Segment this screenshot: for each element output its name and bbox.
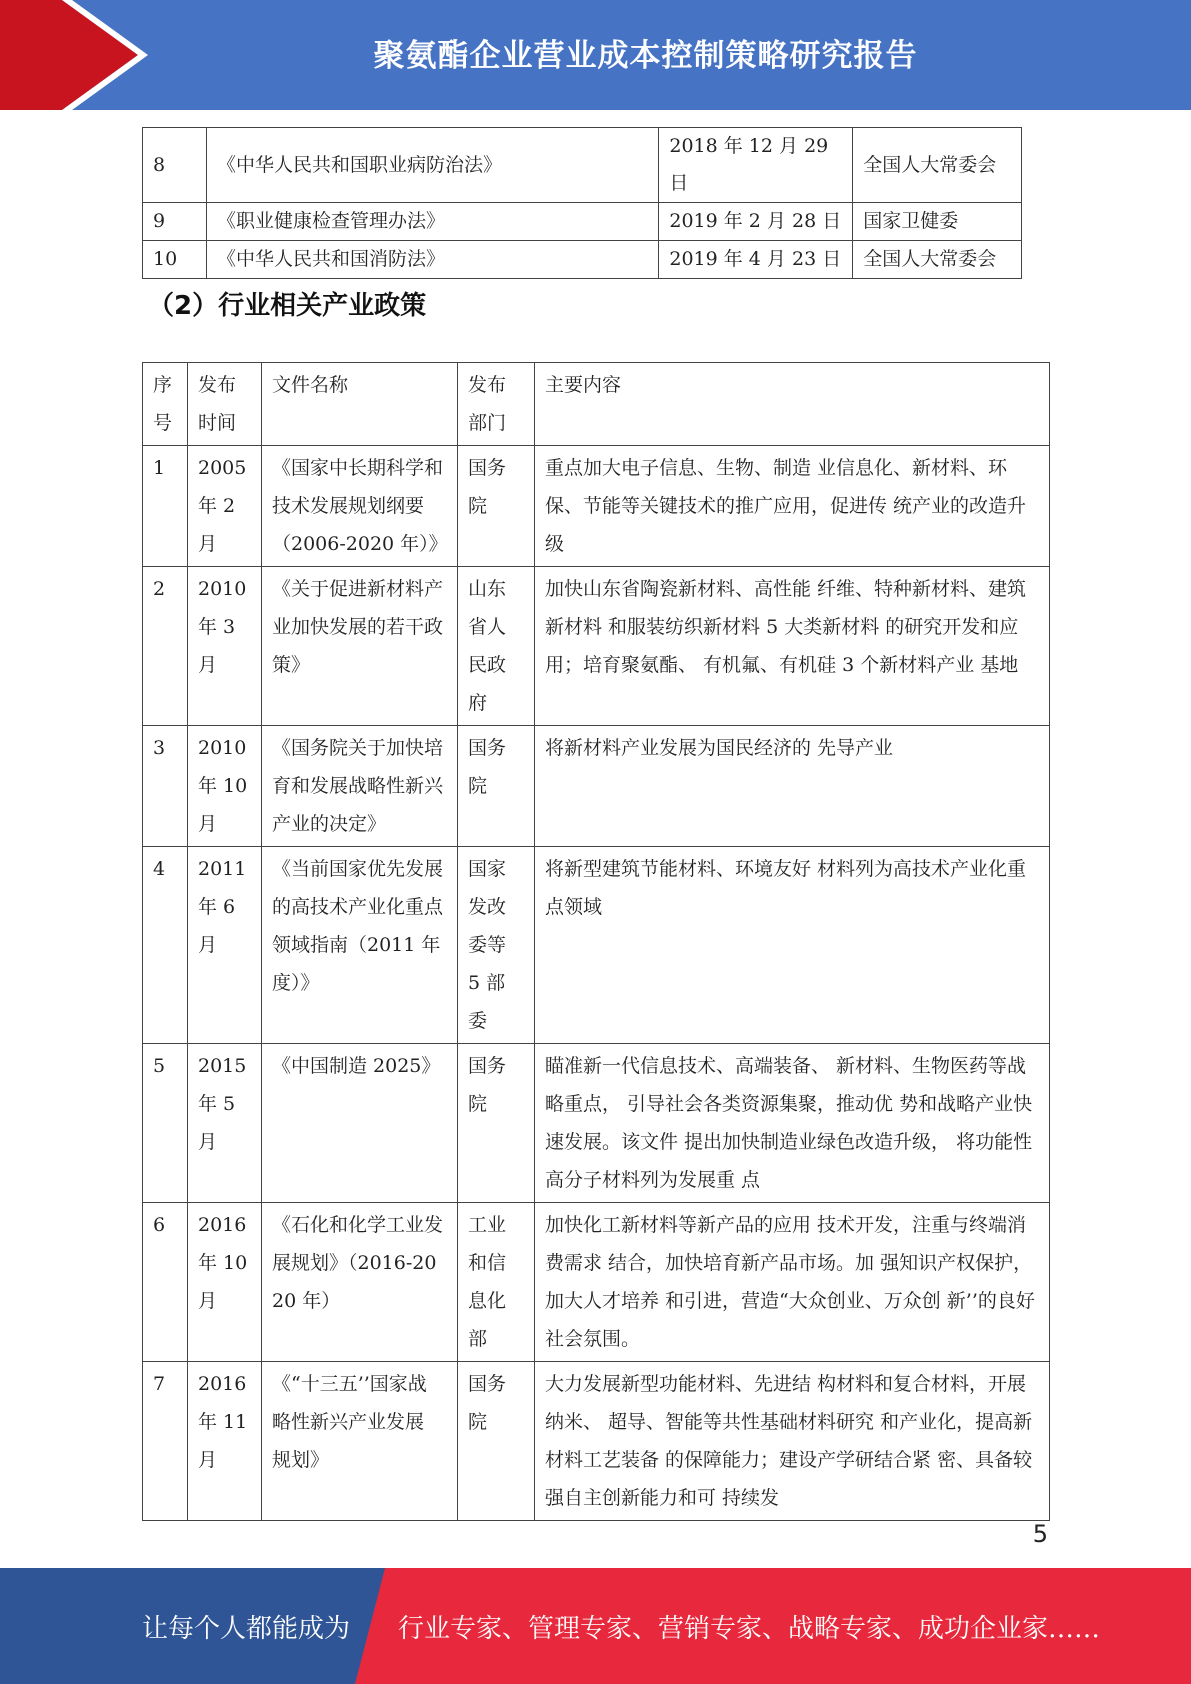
policy-table-row <box>143 1203 1050 1362</box>
law-table <box>142 127 1022 279</box>
policy-table-cell: 国务院 <box>458 1362 535 1521</box>
policy-table-cell: 《中国制造 2025》 <box>262 1044 458 1203</box>
policy-table-cell: 2015 年 5 月 <box>188 1044 262 1203</box>
law-table-cell: 2019 年 2 月 28 日 <box>659 203 853 241</box>
policy-table-cell: 重点加大电子信息、生物、制造 业信息化、新材料、环保、节能等关键技术的推广应用，促进传 统产业的改造升级 <box>535 446 1050 567</box>
law-table-cell: 全国人大常委会 <box>853 128 1022 203</box>
policy-table-cell: 《“十三五’’国家战 略性新兴产业发展 规划》 <box>262 1362 458 1521</box>
policy-table-cell: 《石化和化学工业发展规划》（2016-2020 年） <box>262 1203 458 1362</box>
policy-table-cell: 6 <box>143 1203 188 1362</box>
page-header <box>0 0 1191 110</box>
policy-table-cell: 国务院 <box>458 446 535 567</box>
policy-table-row <box>143 726 1050 847</box>
policy-table-cell: 4 <box>143 847 188 1044</box>
law-table-row <box>143 203 1022 241</box>
law-table-cell: 《中华人民共和国消防法》 <box>206 241 658 279</box>
policy-table-header-cell: 文件名称 <box>262 363 458 446</box>
policy-table-row <box>143 1044 1050 1203</box>
policy-table-cell: 将新材料产业发展为国民经济的 先导产业 <box>535 726 1050 847</box>
policy-table-cell: 《国务院关于加快培育和发展战略性新兴产业的决定》 <box>262 726 458 847</box>
policy-table-cell: 加快化工新材料等新产品的应用 技术开发，注重与终端消费需求 结合，加快培育新产品市场。加 强知识产权保护，加大人才培养 和引进，营造“大众创业、万众创 新’’的良好社会氛围。 <box>535 1203 1050 1362</box>
law-table-cell: 国家卫健委 <box>853 203 1022 241</box>
footer-slogan-right: 行业专家、管理专家、营销专家、战略专家、成功企业家…… <box>398 1614 1101 1644</box>
policy-table-row <box>143 847 1050 1044</box>
law-table-cell: 8 <box>143 128 207 203</box>
policy-table-row <box>143 1362 1050 1521</box>
page-number: 5 <box>1032 1520 1048 1548</box>
policy-table-row <box>143 446 1050 567</box>
policy-table-header-cell: 发布部门 <box>458 363 535 446</box>
policy-table-cell: 2 <box>143 567 188 726</box>
section-heading: （2）行业相关产业政策 <box>148 291 427 321</box>
policy-table-cell: 工业和信息化部 <box>458 1203 535 1362</box>
policy-table-cell: 2011 年 6 月 <box>188 847 262 1044</box>
policy-table-cell: 5 <box>143 1044 188 1203</box>
policy-table-cell: 国务院 <box>458 1044 535 1203</box>
policy-table-header-cell: 序号 <box>143 363 188 446</box>
policy-table-cell: 国务院 <box>458 726 535 847</box>
policy-table-cell: 瞄准新一代信息技术、高端装备、 新材料、生物医药等战略重点， 引导社会各类资源集聚，推动优 势和战略产业快速发展。该文件 提出加快制造业绿色改造升级， 将功能性高分子材料列为发展重 点 <box>535 1044 1050 1203</box>
policy-table-header-cell: 发布时间 <box>188 363 262 446</box>
policy-table-cell: 3 <box>143 726 188 847</box>
law-table-cell: 2019 年 4 月 23 日 <box>659 241 853 279</box>
policy-table <box>142 362 1050 1521</box>
policy-table-cell: 2016 年 11 月 <box>188 1362 262 1521</box>
law-table-cell: 9 <box>143 203 207 241</box>
document-title: 聚氨酯企业营业成本控制策略研究报告 <box>373 38 918 74</box>
policy-table-cell: 1 <box>143 446 188 567</box>
policy-table-cell: 2016 年 10 月 <box>188 1203 262 1362</box>
policy-table-cell: 2010 年 10 月 <box>188 726 262 847</box>
policy-table-cell: 加快山东省陶瓷新材料、高性能 纤维、特种新材料、建筑新材料 和服装纺织新材料 5 大类新材料 的研究开发和应用；培育聚氨酯、 有机氟、有机硅 3 个新材料产业 基地 <box>535 567 1050 726</box>
page-footer <box>0 1568 1191 1684</box>
policy-table-header-row <box>143 363 1050 446</box>
law-table-cell: 《职业健康检查管理办法》 <box>206 203 658 241</box>
policy-table-cell: 大力发展新型功能材料、先进结 构材料和复合材料，开展纳米、 超导、智能等共性基础材料研究 和产业化，提高新材料工艺装备 的保障能力；建设产学研结合紧 密、具备较强自主创新能力和可 持续发 <box>535 1362 1050 1521</box>
footer-slogan-left: 让每个人都能成为 <box>142 1614 351 1644</box>
policy-table-cell: 《关于促进新材料产业加快发展的若干政策》 <box>262 567 458 726</box>
law-table-row <box>143 241 1022 279</box>
policy-table-cell: 7 <box>143 1362 188 1521</box>
policy-table-cell: 山东省人民政府 <box>458 567 535 726</box>
policy-table-header-cell: 主要内容 <box>535 363 1050 446</box>
law-table-cell: 全国人大常委会 <box>853 241 1022 279</box>
policy-table-cell: 将新型建筑节能材料、环境友好 材料列为高技术产业化重点领域 <box>535 847 1050 1044</box>
law-table-cell: 10 <box>143 241 207 279</box>
policy-table-cell: 《当前国家优先发展的高技术产业化重点领域指南（2011 年度）》 <box>262 847 458 1044</box>
policy-table-cell: 2010 年 3 月 <box>188 567 262 726</box>
law-table-row <box>143 128 1022 203</box>
policy-table-cell: 国家发改委等 5 部委 <box>458 847 535 1044</box>
law-table-cell: 2018 年 12 月 29 日 <box>659 128 853 203</box>
law-table-cell: 《中华人民共和国职业病防治法》 <box>206 128 658 203</box>
policy-table-cell: 《国家中长期科学和技术发展规划纲要（2006-2020 年）》 <box>262 446 458 567</box>
policy-table-row <box>143 567 1050 726</box>
policy-table-cell: 2005 年 2 月 <box>188 446 262 567</box>
